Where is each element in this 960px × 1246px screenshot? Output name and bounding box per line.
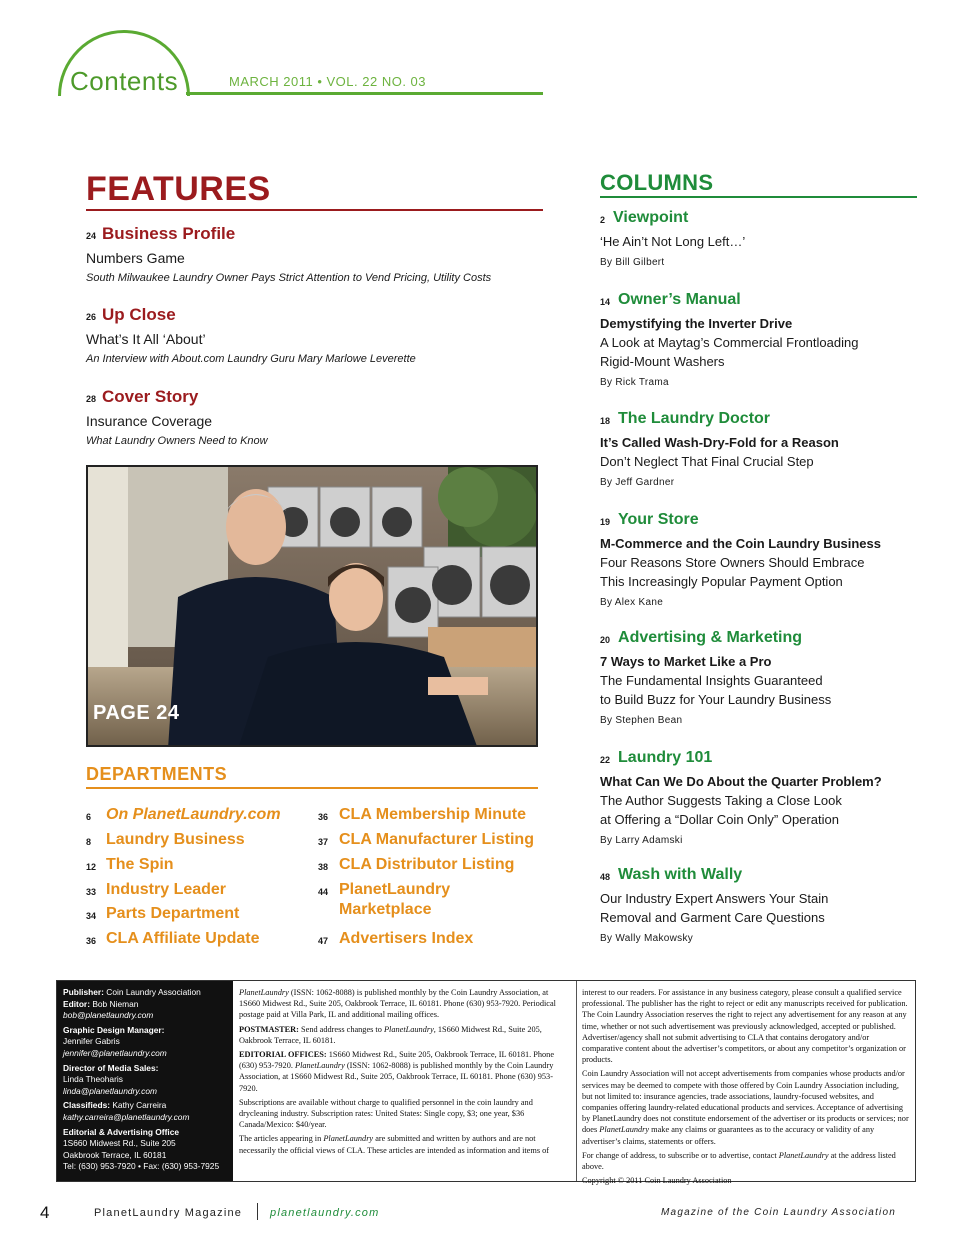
legal-text: (ISSN: 1062-8088) is published monthly by the Coin Laundry Association, at 1S660 Midwest Rd., Suite 205, Oakbrook Terrace, IL 60181. Phone (630) 953-7920. <box>239 1061 554 1093</box>
department-title[interactable]: CLA Distributor Listing <box>339 856 515 873</box>
label: Editor: <box>63 998 90 1009</box>
feature-description: South Milwaukee Laundry Owner Pays Strict Attention to Vend Pricing, Utility Costs <box>86 272 492 284</box>
page-number: 36 <box>86 936 97 946</box>
email-link[interactable]: jennifer@planetlaundry.com <box>63 1047 167 1058</box>
column-item[interactable] <box>600 510 930 608</box>
column-headline: Demystifying the Inverter Drive <box>600 316 793 331</box>
feature-item[interactable] <box>86 305 546 366</box>
department-item[interactable] <box>86 830 245 850</box>
header-rule <box>186 92 543 95</box>
label: Classifieds: <box>63 1100 111 1111</box>
page-number: 44 <box>318 887 329 897</box>
magazine-name: PlanetLaundry <box>323 1134 374 1144</box>
legal-text: at the address listed above. <box>582 1150 896 1172</box>
value: Bob Nieman <box>92 998 139 1009</box>
header-arc-mask <box>50 96 200 146</box>
label: Director of Media Sales: <box>63 1062 159 1073</box>
column-subtitle: ‘He Ain’t Not Long Left…’ <box>600 234 746 249</box>
label: Editorial & Advertising Office <box>63 1126 180 1137</box>
column-byline: By Wally Makowsky <box>600 933 694 944</box>
page-number: 38 <box>318 862 329 872</box>
department-title[interactable]: CLA Affiliate Update <box>106 930 260 947</box>
email-link[interactable]: kathy.carreira@planetlaundry.com <box>63 1111 190 1122</box>
department-item[interactable] <box>86 805 281 825</box>
column-title[interactable]: Wash with Wally <box>618 866 743 883</box>
feature-title[interactable]: Up Close <box>102 305 176 324</box>
department-title[interactable]: Laundry Business <box>106 831 245 848</box>
column-subtitle: Our Industry Expert Answers Your Stain <box>600 891 829 906</box>
legal-text: (ISSN: 1062-8088) is published monthly by the Coin Laundry Association, at 1S660 Midwest Rd., Suite 205, Oakbrook Terrace, IL 60181. Phone (630) 953-7920. Periodical postage paid at Villa Park, IL and additional mailing offices. <box>239 988 556 1020</box>
department-item[interactable] <box>318 805 526 825</box>
column-subtitle: The Author Suggests Taking a Close Look <box>600 793 842 808</box>
features-rule <box>86 209 543 211</box>
magazine-name: PlanetLaundry <box>778 1150 829 1160</box>
legal-text: Send address changes to <box>301 1024 382 1034</box>
email-link[interactable]: bob@planetlaundry.com <box>63 1010 154 1021</box>
column-title[interactable]: Owner’s Manual <box>618 291 741 308</box>
value: Tel: (630) 953-7920 • Fax: (630) 953-7925 <box>63 1161 220 1172</box>
column-headline: It’s Called Wash-Dry-Fold for a Reason <box>600 435 839 450</box>
legal-text: Coin Laundry Association will not accept advertisements from companies whose products and/or services may be deemed to compete with those offered by Coin Laundry Association including, but not limited to: insurance agencies, trade associations, laundry-focused websites, and companies offering laundry-related educational products and services. Acceptance of advertising by PlanetLaundry does not constitute endorsement of the advertiser or its products or services; nor does <box>582 1069 909 1135</box>
issue-info: MARCH 2011 • VOL. 22 NO. 03 <box>229 74 426 89</box>
department-item[interactable] <box>86 904 239 924</box>
column-headline: 7 Ways to Market Like a Pro <box>600 654 772 669</box>
magazine-name-footer: PlanetLaundry Magazine <box>94 1207 243 1219</box>
department-title[interactable]: CLA Membership Minute <box>339 806 526 823</box>
label: Publisher: <box>63 987 104 997</box>
features-heading: FEATURES <box>86 170 271 208</box>
department-item[interactable] <box>86 880 226 900</box>
page-number: 18 <box>600 416 611 426</box>
page-number: 8 <box>86 837 92 847</box>
magazine-name: PlanetLaundry <box>295 1061 345 1071</box>
page-number: 37 <box>318 837 329 847</box>
legal-column-2 <box>582 987 910 1189</box>
column-headline: What Can We Do About the Quarter Problem? <box>600 774 882 789</box>
column-item[interactable] <box>600 865 930 944</box>
department-item[interactable] <box>318 929 473 949</box>
page-number: 26 <box>86 312 97 322</box>
page-number: 19 <box>600 517 611 527</box>
value: Kathy Carreira <box>112 1100 167 1111</box>
page-number: 36 <box>318 812 329 822</box>
department-item[interactable] <box>86 929 259 949</box>
page-title: Contents <box>70 66 179 96</box>
column-item[interactable] <box>600 628 930 726</box>
column-subtitle: Removal and Garment Care Questions <box>600 910 825 925</box>
department-title[interactable]: Parts Department <box>106 905 240 922</box>
feature-description: What Laundry Owners Need to Know <box>86 435 268 447</box>
page-number: 2 <box>600 215 606 225</box>
label: Graphic Design Manager: <box>63 1024 165 1035</box>
email-link[interactable]: linda@planetlaundry.com <box>63 1085 158 1096</box>
legal-text: The articles appearing in <box>239 1134 322 1144</box>
department-title[interactable]: Industry Leader <box>106 881 227 898</box>
footer-divider <box>257 1203 258 1220</box>
column-title[interactable]: Laundry 101 <box>618 749 713 766</box>
page-number-footer: 4 <box>40 1203 50 1222</box>
page-number: 6 <box>86 812 92 822</box>
page-number: 12 <box>86 862 97 872</box>
column-subtitle: Four Reasons Store Owners Should Embrace <box>600 555 865 570</box>
association-tagline: Magazine of the Coin Laundry Association <box>661 1207 896 1218</box>
column-subtitle: to Build Buzz for Your Laundry Business <box>600 692 832 707</box>
column-item[interactable] <box>600 208 930 268</box>
column-subtitle: at Offering a “Dollar Coin Only” Operation <box>600 812 839 827</box>
departments-heading: DEPARTMENTS <box>86 764 228 784</box>
departments-rule <box>86 787 538 789</box>
column-byline: By Jeff Gardner <box>600 477 675 488</box>
column-byline: By Stephen Bean <box>600 715 683 726</box>
photo-caption: PAGE 24 <box>93 702 180 724</box>
column-title[interactable]: The Laundry Doctor <box>618 410 771 427</box>
department-title[interactable]: Advertisers Index <box>339 930 474 947</box>
page-number: 33 <box>86 887 97 897</box>
feature-subtitle: Numbers Game <box>86 250 185 266</box>
legal-text: 1S660 Midwest Rd., Suite 205, Oakbrook Terrace, IL 60181. Phone (630) 953-7920. <box>239 1050 555 1071</box>
legal-text: , 1S660 Midwest Rd., Suite 205, Oakbrook Terrace, IL 60181. <box>239 1024 542 1045</box>
legal-text: make any claims or guarantees as to the accuracy or validity of any advertiser’s claims, statements or offers. <box>582 1125 875 1146</box>
column-subtitle: This Increasingly Popular Payment Option <box>600 574 843 589</box>
column-item[interactable] <box>600 409 930 488</box>
legal-text: are submitted and written by authors and are not necessarily the official views of CLA. These articles are intended as information and items of <box>239 1134 550 1155</box>
column-subtitle: Rigid-Mount Washers <box>600 354 725 369</box>
column-byline: By Larry Adamski <box>600 835 683 846</box>
feature-title[interactable]: Business Profile <box>102 224 236 243</box>
department-title[interactable]: On PlanetLaundry.com <box>106 806 281 823</box>
department-item[interactable] <box>318 830 534 850</box>
magazine-name: PlanetLaundry <box>599 1125 650 1135</box>
column-item[interactable] <box>600 290 930 388</box>
value: Coin Laundry Association <box>106 987 201 997</box>
department-item[interactable] <box>318 880 450 920</box>
column-byline: By Rick Trama <box>600 377 669 388</box>
department-title[interactable]: PlanetLaundry <box>339 881 451 898</box>
column-title[interactable]: Viewpoint <box>613 209 689 226</box>
column-separator <box>576 981 577 1181</box>
copyright: Copyright © 2011 Coin Laundry Association <box>582 1176 732 1186</box>
column-subtitle: Don’t Neglect That Final Crucial Step <box>600 454 814 469</box>
department-title[interactable]: CLA Manufacturer Listing <box>339 831 534 848</box>
label: POSTMASTER: <box>239 1024 299 1034</box>
page-number: 48 <box>600 872 611 882</box>
column-title[interactable]: Your Store <box>618 511 699 528</box>
column-headline: M-Commerce and the Coin Laundry Business <box>600 536 881 551</box>
columns-rule <box>600 196 917 198</box>
department-title-continued[interactable]: Marketplace <box>339 901 432 918</box>
column-byline: By Alex Kane <box>600 597 664 608</box>
feature-subtitle: What’s It All ‘About’ <box>86 331 206 347</box>
column-byline: By Bill Gilbert <box>600 257 665 268</box>
feature-description: An Interview with About.com Laundry Guru Mary Marlowe Leverette <box>86 353 416 365</box>
column-subtitle: The Fundamental Insights Guaranteed <box>600 673 823 688</box>
legal-text: interest to our readers. For assistance in any business category, please consult a qualified service professional. The publisher has the right to reject or edit any manuscripts received for publication. The Coin Laundry Association reserves the right to reject any advertisement for any reason at any time, whether or not such advertisement was previously acknowledged, accepted or published. Advertiser/agency shall not submit advertising to CLA that contains derogatory and/or comparative content about the advertiser’s competitors, or about any competitor’s organization or products. <box>582 988 908 1065</box>
value: Linda Theoharis <box>63 1074 123 1085</box>
website-link[interactable]: planetlaundry.com <box>270 1207 380 1219</box>
department-title[interactable]: The Spin <box>106 856 174 873</box>
column-subtitle: A Look at Maytag’s Commercial Frontloading <box>600 335 859 350</box>
value: 1S660 Midwest Rd., Suite 205 <box>63 1138 176 1149</box>
page-number: 34 <box>86 911 97 921</box>
feature-item[interactable] <box>86 224 546 285</box>
masthead-staff <box>57 981 233 1181</box>
value: Oakbrook Terrace, IL 60181 <box>63 1149 167 1160</box>
magazine-name: PlanetLaundry <box>383 1024 434 1034</box>
columns-heading: COLUMNS <box>600 170 714 195</box>
feature-item[interactable] <box>86 387 546 448</box>
feature-subtitle: Insurance Coverage <box>86 413 213 429</box>
magazine-name: PlanetLaundry <box>239 988 289 997</box>
page-number: 24 <box>86 231 97 241</box>
column-title[interactable]: Advertising & Marketing <box>618 629 803 646</box>
page-number: 20 <box>600 635 611 645</box>
department-item[interactable] <box>318 855 514 875</box>
page-number: 14 <box>600 297 611 307</box>
legal-text: For change of address, to subscribe or to advertise, contact <box>582 1150 777 1160</box>
department-item[interactable] <box>86 855 174 875</box>
feature-title[interactable]: Cover Story <box>102 387 199 406</box>
page-number: 28 <box>86 394 97 404</box>
page-number: 47 <box>318 936 329 946</box>
column-item[interactable] <box>600 748 930 846</box>
value: Jennifer Gabris <box>63 1036 120 1047</box>
label: EDITORIAL OFFICES: <box>239 1050 327 1060</box>
page-number: 22 <box>600 755 611 765</box>
legal-column-1 <box>239 987 569 1159</box>
masthead-box <box>56 980 916 1186</box>
legal-text: Subscriptions are available without charge to qualified personnel in the coin laundry and drycleaning industry. Subscription rates: United States: Single copy, $3; one year, $36 Canada/Mexico: $40/year. <box>239 1097 533 1130</box>
